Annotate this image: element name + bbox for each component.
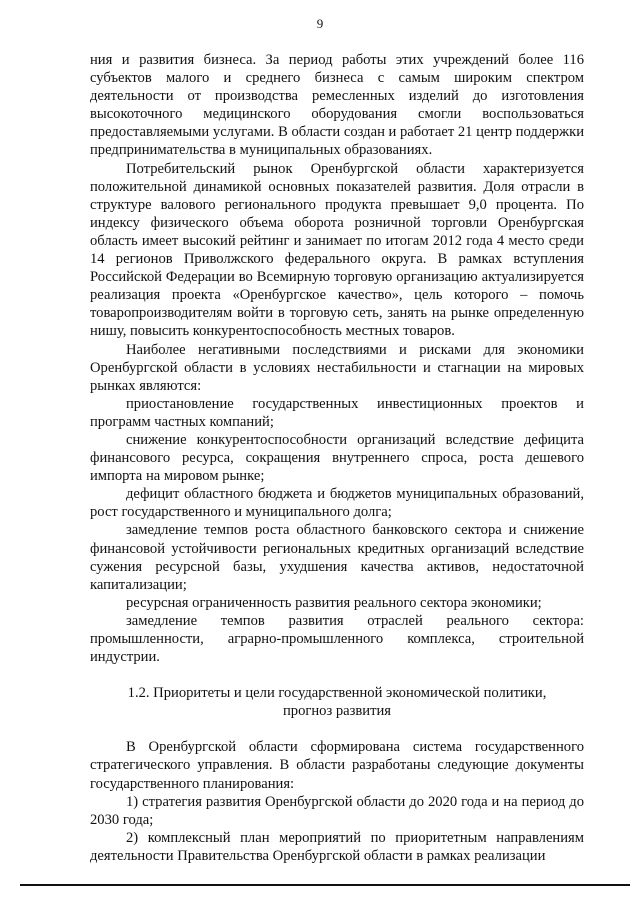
risk-list-item: дефицит областного бюджета и бюджетов муниципальных образований, рост государственного и муниципального долга; xyxy=(90,486,584,521)
section-heading-line-2: прогноз развития xyxy=(282,703,392,720)
document-list-item: 2) комплексный план мероприятий по приоритетным направлениям деятельности Правительства Оренбургской области в рамках реализации xyxy=(90,829,584,864)
risk-list-item: замедление темпов роста областного банковского сектора и снижение финансовой устойчивости региональных кредитных организаций вследствие сужения ресурсной базы, ухудшения качества активов, недостаточной капитализации; xyxy=(90,522,584,593)
risk-list-item: снижение конкурентоспособности организаций вследствие дефицита финансового ресурса, сокращения внутреннего спроса, роста дешевого импорта на мировом рынке; xyxy=(90,431,584,485)
paragraph: ния и развития бизнеса. За период работы этих учреждений более 116 субъектов малого и среднего бизнеса с самым широким спектром деятельности от производства ремесленных изделий до изготовления высокоточного медицинского оборудования смогли воспользоваться предоставляемыми услугами. В области создан и работает 21 центр поддержки предпринимательства в муниципальных образованиях. xyxy=(90,52,584,159)
document-list-item: 1) стратегия развития Оренбургской области до 2020 года и на период до 2030 года; xyxy=(90,793,584,828)
risk-list-item: ресурсная ограниченность развития реального сектора экономики; xyxy=(126,594,542,611)
spacer xyxy=(90,720,584,738)
paragraph: Потребительский рынок Оренбургской области характеризуется положительной динамикой основных показателей развития. Доля отрасли в структуре валового регионального продукта превышает 9,0 процента. По индексу физического объема оборота розничной торговли Оренбургская область имеет высокий рейтинг и занимает по итогам 2012 года 4 место среди 14 регионов Приволжского федерального округа. В рамках вступления Российской Федерации во Всемирную торговую организацию актуализируется реализация проекта «Оренбургское качество», цель которого – помочь товаропроизводителям войти в торговую сеть, занять на рынке определенную нишу, повысить конкурентоспособность местных товаров. xyxy=(90,160,584,340)
bottom-rule xyxy=(20,884,630,886)
section-heading-line-1: 1.2. Приоритеты и цели государственной экономической политики, xyxy=(127,685,547,702)
paragraph: В Оренбургской области сформирована система государственного стратегического управления. В области разработаны следующие документы государственного планирования: xyxy=(90,739,584,792)
page-body xyxy=(90,51,584,865)
paragraph: Наиболее негативными последствиями и рисками для экономики Оренбургской области в условиях нестабильности и стагнации на мировых рынках являются: xyxy=(90,341,584,394)
page-number: 9 xyxy=(316,16,324,31)
risk-list-item: замедление темпов развития отраслей реального сектора: промышленности, аграрно-промышленного комплекса, строительной индустрии. xyxy=(90,612,584,666)
risk-list-item: приостановление государственных инвестиционных проектов и программ частных компаний; xyxy=(90,395,584,430)
spacer xyxy=(90,666,584,684)
